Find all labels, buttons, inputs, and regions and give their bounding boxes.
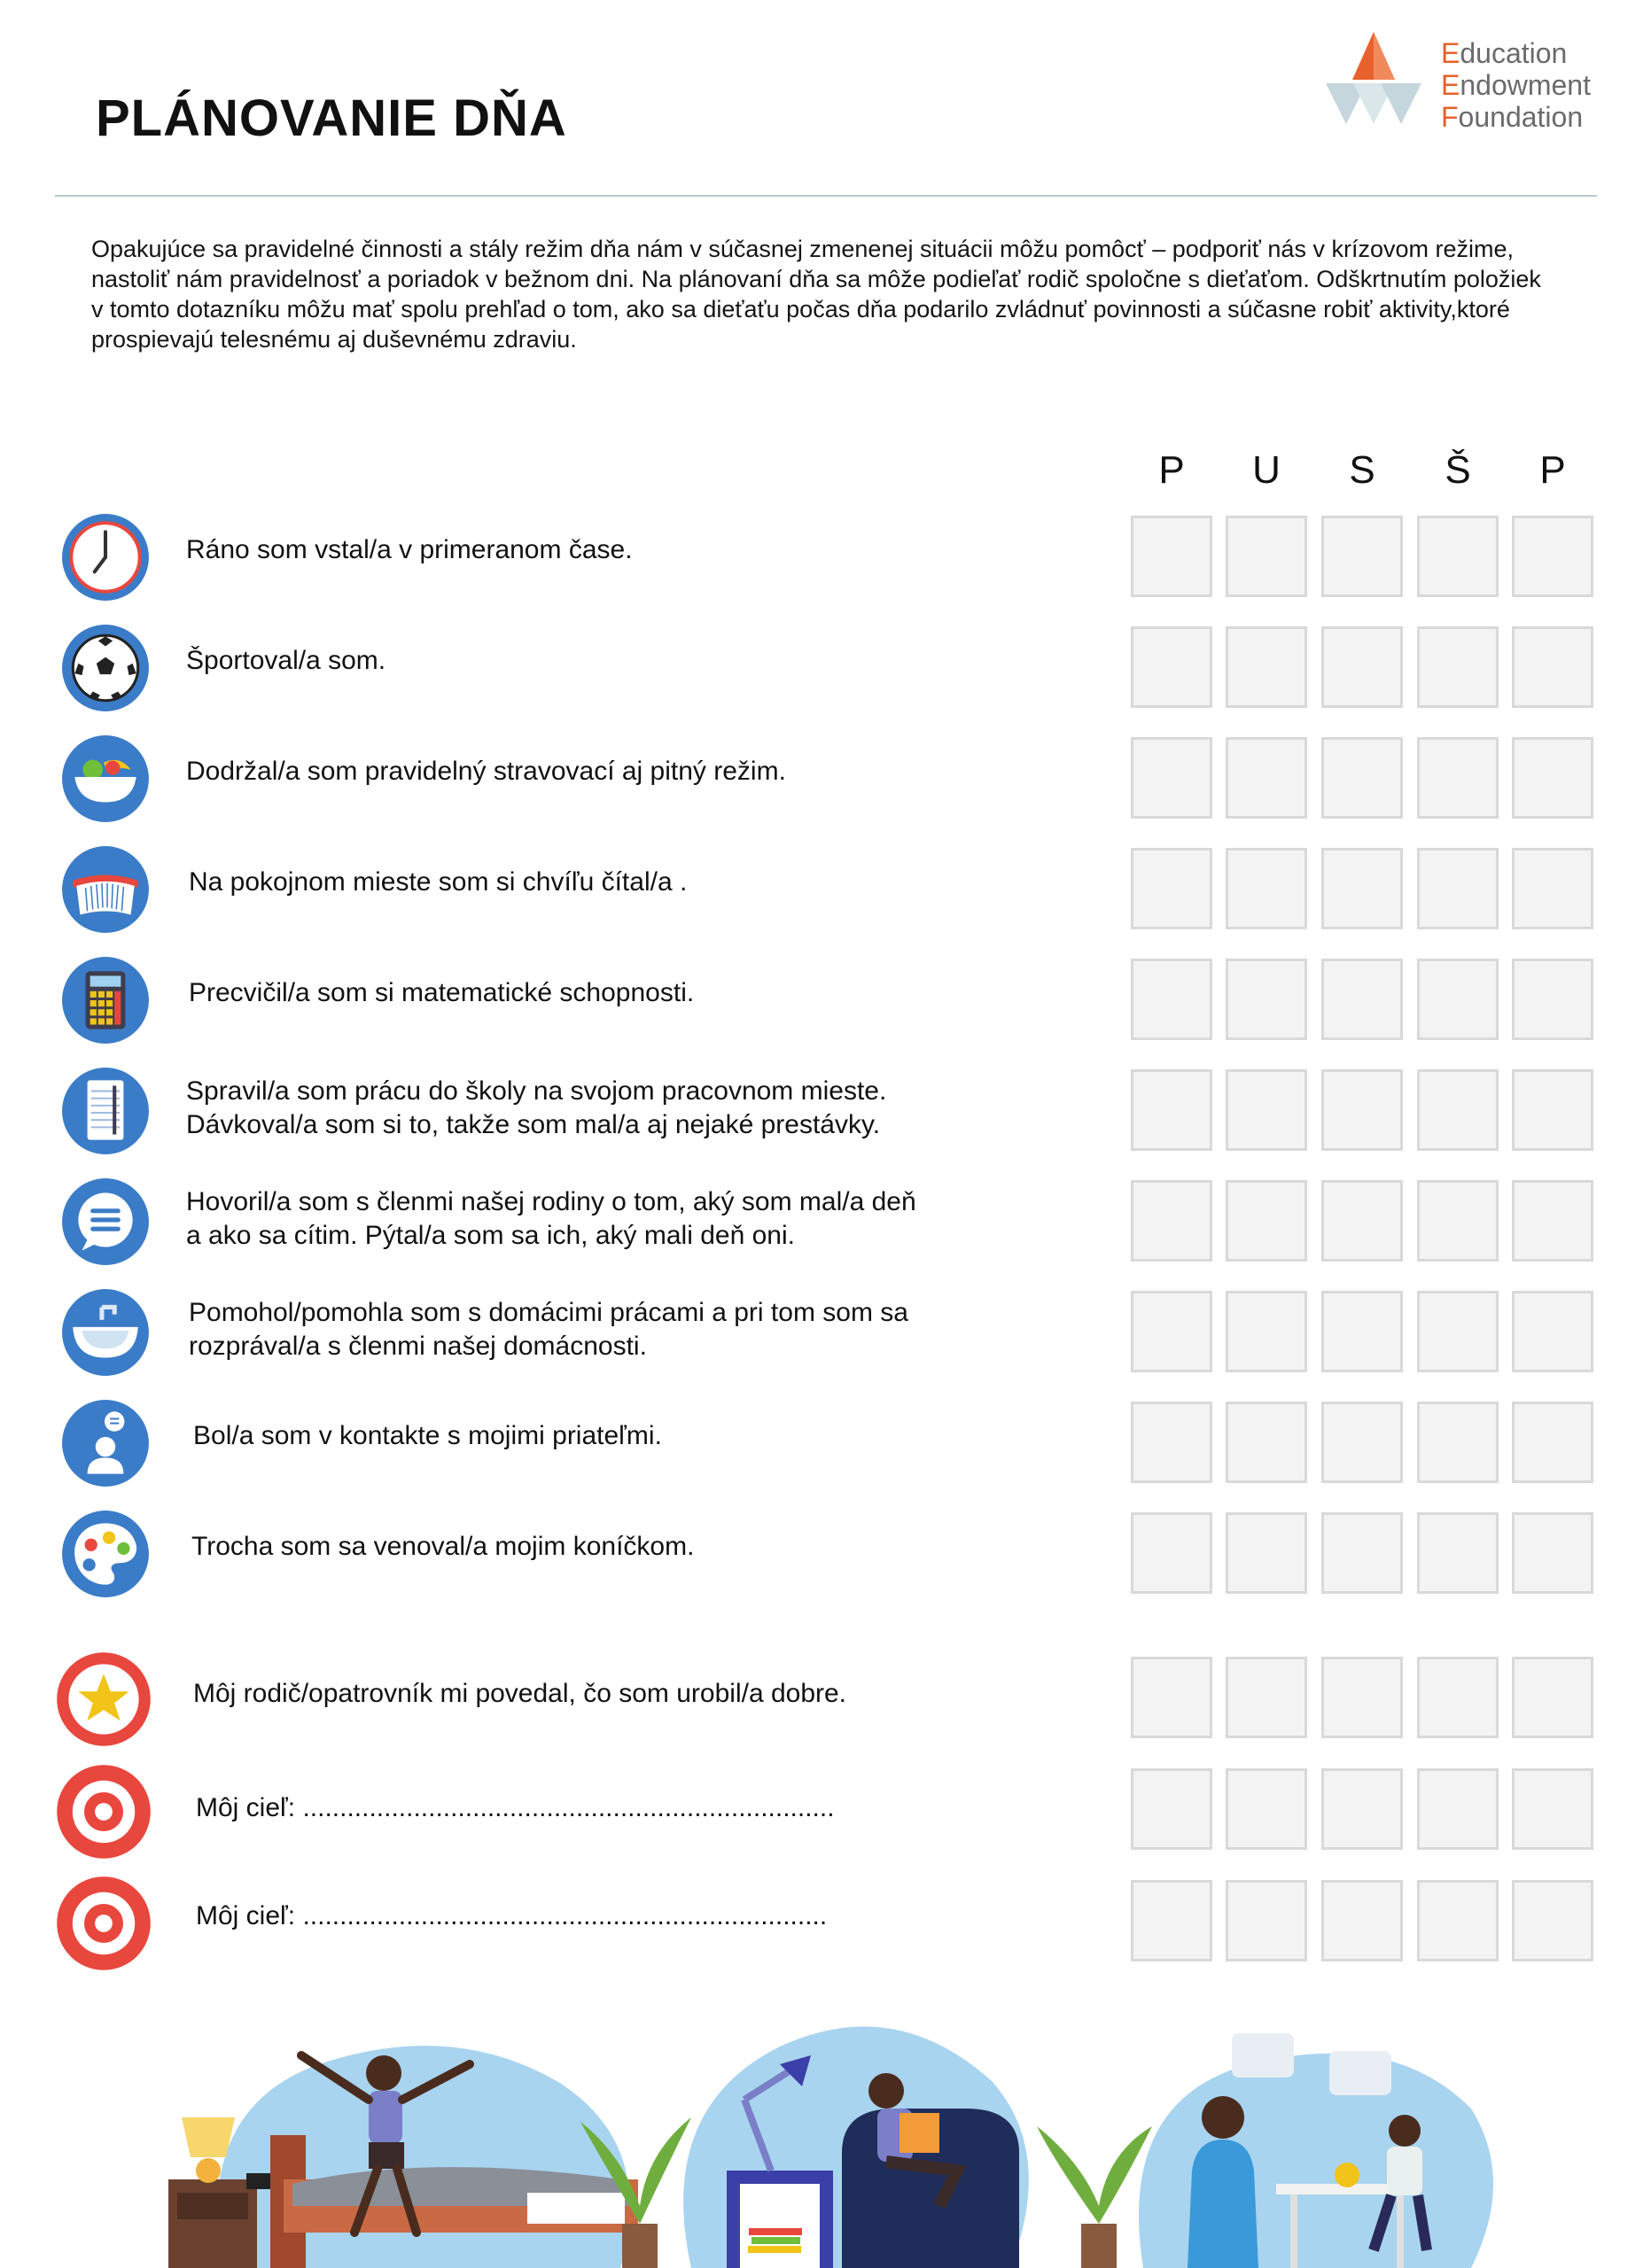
checkbox-monday[interactable] <box>1131 1069 1212 1151</box>
checkbox-thursday[interactable] <box>1417 626 1499 708</box>
goal-label[interactable]: Môj cieľ: ........................................................................ <box>196 1793 835 1822</box>
checkbox-monday[interactable] <box>1131 1768 1212 1850</box>
checkbox-thursday[interactable] <box>1417 1512 1499 1594</box>
checkbox-tuesday[interactable] <box>1226 1402 1307 1483</box>
checkbox-friday[interactable] <box>1512 1069 1593 1151</box>
checkbox-wednesday[interactable] <box>1321 1069 1403 1151</box>
checkbox-wednesday[interactable] <box>1321 1180 1403 1262</box>
checkbox-thursday[interactable] <box>1417 737 1499 819</box>
checkbox-wednesday[interactable] <box>1321 848 1403 929</box>
activity-label: Na pokojnom mieste som si chvíľu čítal/a . <box>189 867 688 897</box>
checkbox-monday[interactable] <box>1131 848 1212 929</box>
day-header-wednesday: S <box>1349 448 1375 492</box>
sink-icon <box>60 1287 151 1378</box>
checkbox-friday[interactable] <box>1512 959 1593 1040</box>
checkbox-monday[interactable] <box>1131 626 1212 708</box>
book-icon <box>60 844 151 935</box>
checkbox-friday[interactable] <box>1512 1291 1593 1372</box>
activity-row <box>0 1177 1651 1265</box>
checkbox-thursday[interactable] <box>1417 1402 1499 1483</box>
goal-row <box>0 1763 1651 1852</box>
checkbox-monday[interactable] <box>1131 1880 1212 1961</box>
activity-row <box>0 1398 1651 1487</box>
day-header-tuesday: U <box>1252 448 1281 492</box>
header-divider <box>55 195 1597 197</box>
target-icon <box>55 1763 152 1860</box>
target-icon <box>55 1875 152 1972</box>
activity-label: Dodržal/a som pravidelný stravovací aj pitný režim. <box>186 757 786 786</box>
checkbox-wednesday[interactable] <box>1321 1657 1403 1738</box>
soccer-ball-icon <box>60 623 151 713</box>
checkbox-monday[interactable] <box>1131 1657 1212 1738</box>
checkbox-wednesday[interactable] <box>1321 516 1403 597</box>
logo-text: oundation <box>1458 101 1584 133</box>
checkbox-tuesday[interactable] <box>1226 1657 1307 1738</box>
day-header-thursday: Š <box>1445 448 1471 492</box>
checkbox-friday[interactable] <box>1512 1180 1593 1262</box>
checkbox-wednesday[interactable] <box>1321 737 1403 819</box>
logo-text: ducation <box>1460 37 1568 69</box>
activity-label: Hovoril/a som s členmi našej rodiny o tom, aký som mal/a deň a ako sa cítim. Pýtal/a som sa ich, aký mali deň oni. <box>186 1187 916 1250</box>
notepad-icon <box>60 1066 151 1156</box>
checkbox-thursday[interactable] <box>1417 1880 1499 1961</box>
checkbox-tuesday[interactable] <box>1226 516 1307 597</box>
checkbox-friday[interactable] <box>1512 1880 1593 1961</box>
checkbox-tuesday[interactable] <box>1226 626 1307 708</box>
praise-row <box>0 1651 1651 1739</box>
day-header-friday: P <box>1539 448 1566 492</box>
checkbox-monday[interactable] <box>1131 1512 1212 1594</box>
activity-row <box>0 844 1651 933</box>
goal-row <box>0 1875 1651 1963</box>
checkbox-monday[interactable] <box>1131 737 1212 819</box>
speech-bubble-icon <box>60 1177 151 1267</box>
checkbox-thursday[interactable] <box>1417 1657 1499 1738</box>
calculator-icon <box>60 955 151 1045</box>
checkbox-tuesday[interactable] <box>1226 848 1307 929</box>
activity-row <box>0 1509 1651 1597</box>
checkbox-friday[interactable] <box>1512 1402 1593 1483</box>
activity-label: Športoval/a som. <box>186 646 386 675</box>
person-message-icon <box>60 1398 151 1488</box>
checkbox-tuesday[interactable] <box>1226 1512 1307 1594</box>
checkbox-tuesday[interactable] <box>1226 1291 1307 1372</box>
checkbox-tuesday[interactable] <box>1226 959 1307 1040</box>
clock-icon <box>60 512 151 602</box>
activity-row <box>0 1287 1651 1376</box>
activity-label: Spravil/a som prácu do školy na svojom pracovnom mieste. Dávkoval/a som si to, takže som mal/a aj nejaké prestávky. <box>186 1076 887 1139</box>
checkbox-tuesday[interactable] <box>1226 1880 1307 1961</box>
logo-initial: F <box>1441 101 1459 133</box>
activity-row <box>0 955 1651 1044</box>
eef-logo-triangles-icon <box>1320 28 1427 135</box>
checkbox-tuesday[interactable] <box>1226 1768 1307 1850</box>
checkbox-wednesday[interactable] <box>1321 626 1403 708</box>
praise-label: Môj rodič/opatrovník mi povedal, čo som urobil/a dobre. <box>193 1679 847 1708</box>
checkbox-wednesday[interactable] <box>1321 1768 1403 1850</box>
activity-row <box>0 623 1651 711</box>
checkbox-monday[interactable] <box>1131 959 1212 1040</box>
checkbox-friday[interactable] <box>1512 1657 1593 1738</box>
checkbox-monday[interactable] <box>1131 1291 1212 1372</box>
activity-label: Precvičil/a som si matematické schopnosti. <box>189 978 695 1007</box>
checkbox-monday[interactable] <box>1131 516 1212 597</box>
activity-row <box>0 734 1651 822</box>
daily-routine-illustration <box>160 2002 1507 2268</box>
checkbox-friday[interactable] <box>1512 626 1593 708</box>
activity-label: Trocha som sa venoval/a mojim koníčkom. <box>191 1532 695 1561</box>
checkbox-thursday[interactable] <box>1417 959 1499 1040</box>
checkbox-wednesday[interactable] <box>1321 1512 1403 1594</box>
checkbox-wednesday[interactable] <box>1321 1402 1403 1483</box>
activity-row <box>0 512 1651 601</box>
star-icon <box>55 1651 152 1748</box>
logo-initial: E <box>1441 69 1460 101</box>
checkbox-tuesday[interactable] <box>1226 737 1307 819</box>
activity-row <box>0 1066 1651 1154</box>
activity-label: Pomohol/pomohla som s domácimi prácami a pri tom som sa rozprával/a s členmi našej domácnosti. <box>189 1298 908 1361</box>
checkbox-tuesday[interactable] <box>1226 1069 1307 1151</box>
goal-label[interactable]: Môj cieľ: ....................................................................... <box>196 1901 828 1930</box>
day-header-monday: P <box>1158 448 1185 492</box>
palette-icon <box>60 1509 151 1599</box>
fruit-bowl-icon <box>60 734 151 824</box>
checkbox-thursday[interactable] <box>1417 516 1499 597</box>
checkbox-thursday[interactable] <box>1417 1291 1499 1372</box>
checkbox-wednesday[interactable] <box>1321 1880 1403 1961</box>
checkbox-friday[interactable] <box>1512 1768 1593 1850</box>
checkbox-friday[interactable] <box>1512 737 1593 819</box>
checkbox-thursday[interactable] <box>1417 1768 1499 1850</box>
logo-initial: E <box>1441 37 1460 69</box>
checkbox-friday[interactable] <box>1512 848 1593 929</box>
checkbox-wednesday[interactable] <box>1321 959 1403 1040</box>
page-title: PLÁNOVANIE DŇA <box>96 89 567 147</box>
checkbox-friday[interactable] <box>1512 516 1593 597</box>
checkbox-monday[interactable] <box>1131 1402 1212 1483</box>
checkbox-monday[interactable] <box>1131 1180 1212 1262</box>
logo-text: ndowment <box>1460 69 1591 101</box>
checkbox-thursday[interactable] <box>1417 848 1499 929</box>
eef-logo <box>1320 28 1622 144</box>
checkbox-friday[interactable] <box>1512 1512 1593 1594</box>
activity-label: Bol/a som v kontakte s mojimi priateľmi. <box>193 1421 662 1450</box>
checkbox-tuesday[interactable] <box>1226 1180 1307 1262</box>
intro-paragraph: Opakujúce sa pravidelné činnosti a stály režim dňa nám v súčasnej zmenenej situácii môžu pomôcť – podporiť nás v krízovom režime, nastoliť nám pravidelnosť a poriadok v bežnom dni. Na plánovaní dňa sa môže podieľať rodič spoločne s dieťaťom. Odškrtnutím položiek v tomto dotazníku môžu mať spolu prehľad o tom, ako sa dieťaťu počas dňa podarilo zvládnuť povinnosti a súčasne robiť aktivity,ktoré prospievajú telesnému aj duševnému zdraviu. <box>91 236 1541 353</box>
checkbox-thursday[interactable] <box>1417 1069 1499 1151</box>
activity-label: Ráno som vstal/a v primeranom čase. <box>186 535 633 564</box>
checkbox-thursday[interactable] <box>1417 1180 1499 1262</box>
checkbox-wednesday[interactable] <box>1321 1291 1403 1372</box>
